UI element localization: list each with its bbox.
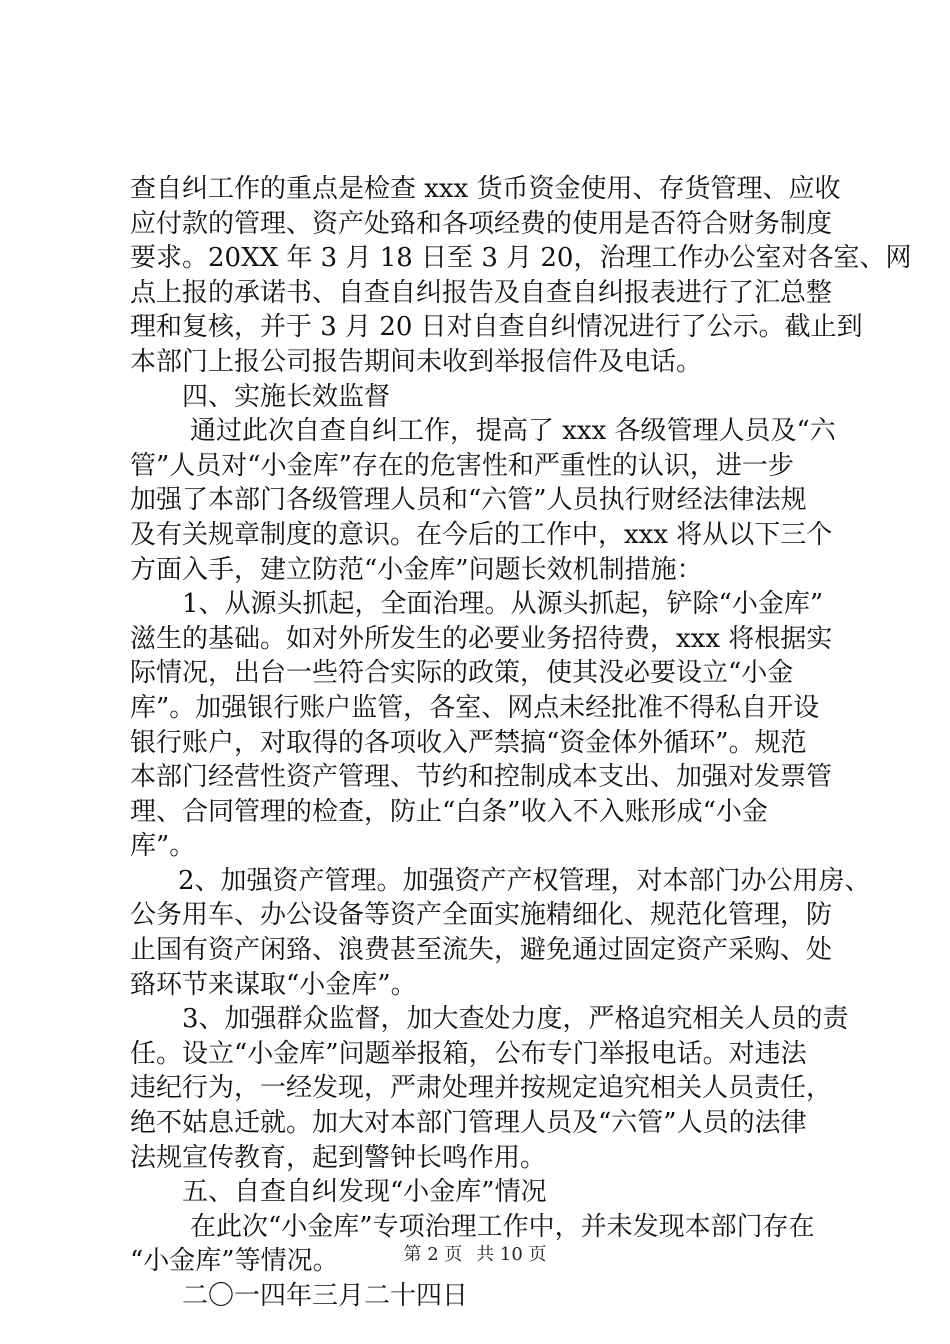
body-line: 臵环节来谋取“小金库”。	[130, 969, 417, 1000]
body-line: 法规宣传教育，起到警钟长鸣作用。	[130, 1142, 547, 1173]
document-body	[130, 172, 912, 1314]
body-line: 绝不姑息迁就。加大对本部门管理人员及“六管”人员的法律	[130, 1108, 807, 1139]
body-line: 理和复核，并于 3 月 20 日对自查自纠情况进行了公示。截止到	[130, 312, 863, 343]
body-line: 本部门经营性资产管理、节约和控制成本支出、加强对发票管	[130, 762, 833, 793]
body-line: 际情况，出台一些符合实际的政策，使其没必要设立“小金	[130, 658, 794, 689]
body-line: 本部门上报公司报告期间未收到举报信件及电话。	[130, 346, 703, 377]
body-line: 库”。加强银行账户监管，各室、网点未经批准不得私自开设	[130, 692, 820, 723]
body-line: 点上报的承诺书、自查自纠报告及自查自纠报表进行了汇总整	[130, 277, 833, 308]
list-item-first-line: 2、加强资产管理。加强资产产权管理，对本部门办公用房、	[178, 865, 871, 896]
page-total: 共 10 页	[476, 1244, 547, 1265]
body-line: 查自纠工作的重点是检查 xxx 货币资金使用、存货管理、应收	[130, 174, 841, 204]
body-line: 加强了本部门各级管理人员和“六管”人员执行财经法律法规	[130, 485, 807, 516]
page-number: 第 2 页	[403, 1244, 463, 1265]
body-line: 滋生的基础。如对外所发生的必要业务招待费，xxx 将根据实	[130, 623, 833, 654]
body-line: 理、合同管理的检查，防止“白条”收入不入账形成“小金	[130, 796, 768, 827]
body-line: 银行账户，对取得的各项收入严禁搞“资金体外循环”。规范	[130, 727, 807, 758]
section-heading: 五、自查自纠发现“小金库”情况	[182, 1177, 547, 1208]
list-item-first-line: 1、从源头抓起，全面治理。从源头抓起，铲除“小金库”	[182, 589, 824, 620]
paragraph-first-line: 通过此次自查自纠工作，提高了 xxx 各级管理人员及“六	[190, 416, 836, 447]
paragraph-first-line: 在此次“小金库”专项治理工作中，并未发现本部门存在	[190, 1211, 815, 1242]
section-heading: 四、实施长效监督	[182, 381, 391, 412]
body-line: 库”。	[130, 831, 196, 862]
body-line: 违纪行为，一经发现，严肃处理并按规定追究相关人员责任，	[130, 1073, 833, 1104]
body-line: 及有关规章制度的意识。在今后的工作中，xxx 将从以下三个	[130, 519, 833, 550]
document-date: 二〇一四年三月二十四日	[182, 1281, 469, 1311]
body-line: 止国有资产闲臵、浪费甚至流失，避免通过固定资产采购、处	[130, 935, 833, 966]
page-footer	[0, 1243, 950, 1267]
body-line: “小金库”等情况。	[130, 1246, 339, 1277]
body-line: 管”人员对“小金库”存在的危害性和严重性的认识，进一步	[130, 450, 794, 481]
list-item-first-line: 3、加强群众监督，加大查处力度，严格追究相关人员的责	[182, 1004, 849, 1035]
body-line: 公务用车、办公设备等资产全面实施精细化、规范化管理，防	[130, 900, 833, 931]
body-line: 要求。20XX 年 3 月 18 日至 3 月 20，治理工作办公室对各室、网	[130, 243, 912, 274]
body-line: 应付款的管理、资产处臵和各项经费的使用是否符合财务制度	[130, 208, 833, 239]
body-line: 方面入手，建立防范“小金库”问题长效机制措施：	[130, 554, 703, 585]
body-line: 任。设立“小金库”问题举报箱，公布专门举报电话。对违法	[130, 1038, 807, 1069]
